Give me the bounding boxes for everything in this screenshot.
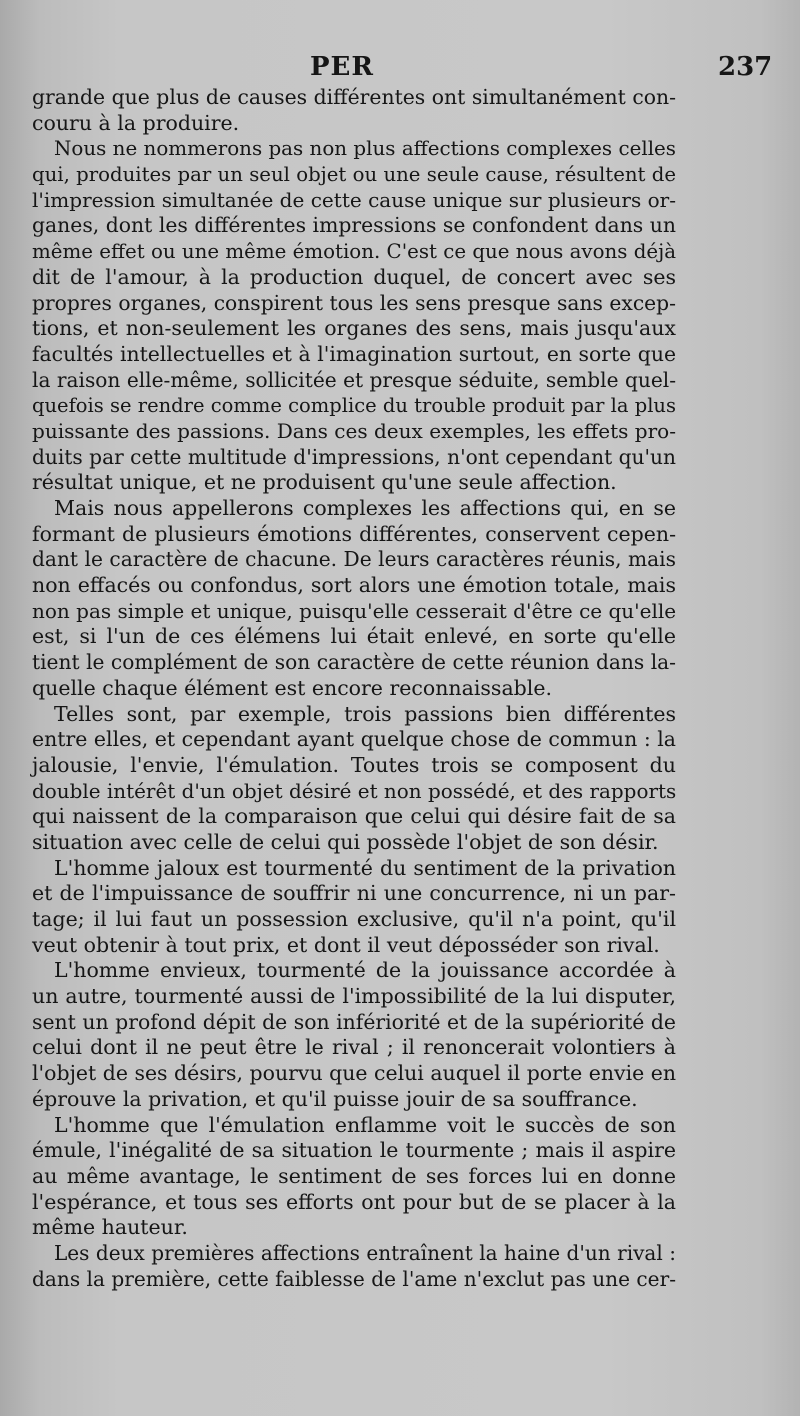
text-line: duits par cette multitude d'impressions, n'ont cependant qu'un [32, 444, 676, 469]
text-line: propres organes, conspirent tous les sens presque sans excep- [32, 290, 676, 315]
text-line: l'espérance, et tous ses efforts ont pour but de se placer à la [32, 1189, 676, 1214]
text-line: puissante des passions. Dans ces deux exemples, les effets pro- [32, 418, 676, 443]
text-line: l'impression simultanée de cette cause unique sur plusieurs or- [32, 187, 676, 212]
text-line: tage; il lui faut un possession exclusive, qu'il n'a point, qu'il [32, 907, 676, 931]
text-line: facultés intellectuelles et à l'imagination surtout, en sorte que [32, 341, 676, 366]
text-line: entre elles, et cependant ayant quelque chose de commun : la [32, 727, 676, 752]
text-line: émule, l'inégalité de sa situation le tourmente ; mais il aspire [32, 1138, 676, 1163]
text-line: sent un profond dépit de son infériorité et de la supériorité de [32, 1009, 676, 1034]
text-line: même effet ou une même émotion. C'est ce que nous avons déjà [32, 240, 676, 264]
text-line: Nous ne nommerons pas non plus affections complexes celles [54, 137, 676, 161]
text-line: couru à la produire. [32, 110, 240, 135]
text-line: tions, et non-seulement les organes des sens, mais jusqu'aux [32, 316, 676, 341]
text-line: et de l'impuissance de souffrir ni une concurrence, ni un par- [32, 881, 676, 906]
text-line: L'homme que l'émulation enflamme voit le succès de son [54, 1112, 676, 1137]
text-line: dit de l'amour, à la production duquel, de concert avec ses [32, 264, 676, 289]
text-line: au même avantage, le sentiment de ses forces lui en donne [32, 1163, 676, 1188]
text-line: la raison elle-même, sollicitée et presque séduite, semble quel- [32, 367, 676, 392]
text-line: formant de plusieurs émotions différentes, conservent cepen- [32, 521, 676, 546]
text-line: tient le complément de son caractère de cette réunion dans la- [32, 650, 676, 675]
text-line: l'objet de ses désirs, pourvu que celui auquel il porte envie en [32, 1061, 676, 1086]
text-line: L'homme envieux, tourmenté de la jouissance accordée à [54, 958, 676, 983]
text-line: L'homme jaloux est tourmenté du sentiment de la privation [54, 855, 676, 880]
text-line: éprouve la privation, et qu'il puisse jouir de sa souffrance. [32, 1086, 638, 1111]
text-line: double intérêt d'un objet désiré et non possédé, et des rapports [32, 778, 677, 803]
text-line: ganes, dont les différentes impressions se confondent dans un [32, 213, 676, 238]
text-line: Les deux premières affections entraînent la haine d'un rival : [54, 1240, 676, 1265]
text-line: quelle chaque élément est encore reconnaissable. [32, 675, 552, 700]
text-line: qui, produites par un seul objet ou une seule cause, résultent de [32, 163, 676, 187]
text-line: résultat unique, et ne produisent qu'une seule affection. [32, 470, 617, 495]
page-number: 237 [718, 52, 773, 82]
text-line: est, si l'un de ces élémens lui était enlevé, en sorte qu'elle [32, 624, 676, 649]
text-line: quefois se rendre comme complice du trouble produit par la plus [32, 394, 676, 418]
text-line: un autre, tourmenté aussi de l'impossibilité de la lui disputer, [32, 984, 676, 1009]
running-head: PER [310, 52, 374, 82]
text-line: qui naissent de la comparaison que celui qui désire fait de sa [32, 804, 676, 829]
text-line: celui dont il ne peut être le rival ; il renoncerait volontiers à [32, 1035, 676, 1060]
text-line: situation avec celle de celui qui possède l'objet de son désir. [32, 829, 659, 854]
text-line: même hauteur. [32, 1215, 188, 1240]
text-line: non effacés ou confondus, sort alors une émotion totale, mais [32, 573, 676, 598]
text-line: jalousie, l'envie, l'émulation. Toutes trois se composent du [32, 752, 676, 777]
text-line: grande que plus de causes différentes ont simultanément con- [32, 85, 676, 109]
text-line: Telles sont, par exemple, trois passions bien différentes [54, 701, 676, 726]
text-line: veut obtenir à tout prix, et dont il veut déposséder son rival. [32, 932, 660, 957]
text-line: dans la première, cette faiblesse de l'ame n'exclut pas une cer- [32, 1266, 676, 1291]
text-line: Mais nous appellerons complexes les affections qui, en se [54, 496, 676, 520]
text-line: non pas simple et unique, puisqu'elle cesserait d'être ce qu'elle [32, 598, 677, 623]
text-line: dant le caractère de chacune. De leurs caractères réunis, mais [32, 547, 676, 572]
body-text [32, 85, 676, 1292]
page-header [0, 52, 800, 88]
